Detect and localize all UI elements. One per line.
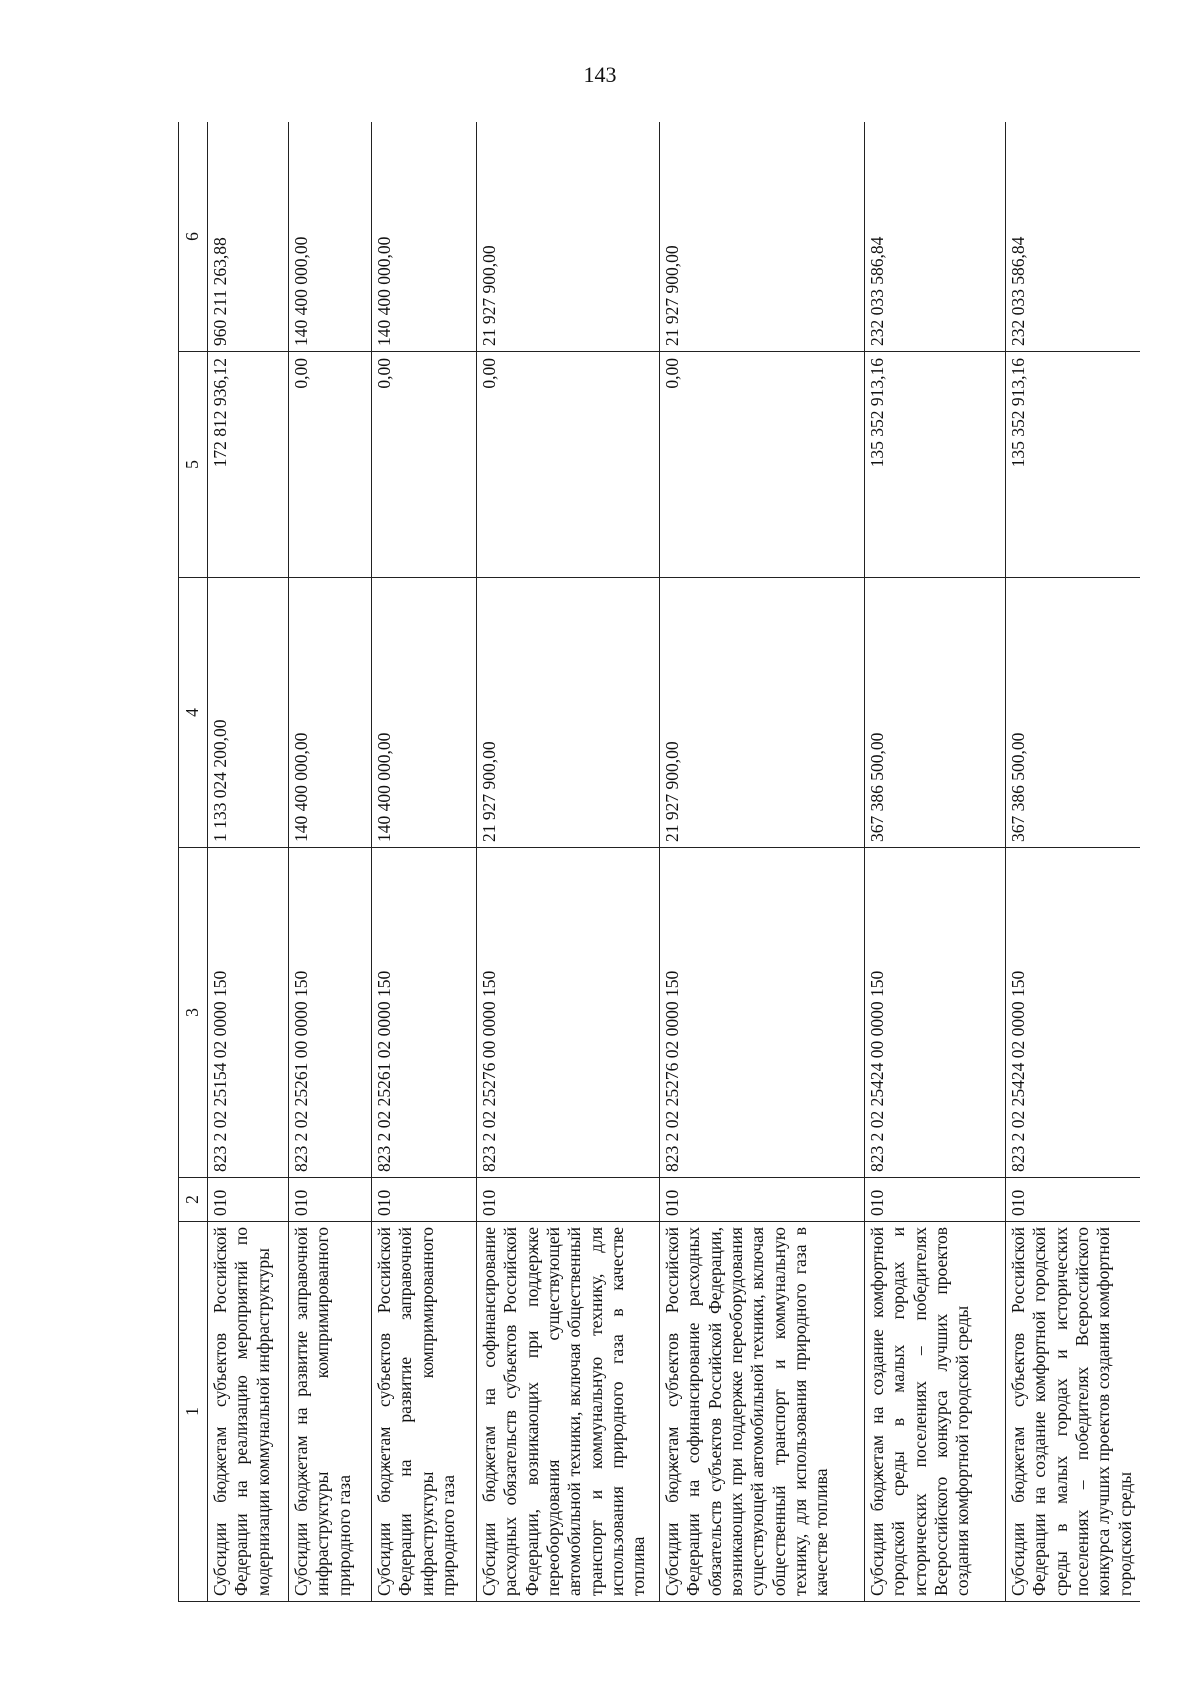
- amount-col-4: 140 400 000,00: [289, 578, 372, 848]
- header-col-3: 3: [179, 848, 208, 1178]
- table-row: [1006, 122, 1141, 1602]
- amount-col-5: 0,00: [477, 352, 660, 578]
- table-row: [208, 122, 289, 1602]
- subsidy-name: Субсидии бюджетам на софинансирование расходных обязательств субъектов Российской Федерации, возникающих при поддержке переоборудования существующей автомобильной техники, включая общественный транспорт и коммунальную технику, для использования природного газа в качестве топлива: [477, 1222, 660, 1602]
- table-row: [372, 122, 477, 1602]
- budget-classification-code: 823 2 02 25424 02 0000 150: [1006, 848, 1141, 1178]
- subsidy-name: Субсидии бюджетам субъектов Российской Федерации на реализацию мероприятий по модернизации коммунальной инфраструктуры: [208, 1222, 289, 1602]
- amount-col-6: 21 927 900,00: [660, 122, 865, 352]
- table-header-row: [179, 122, 208, 1602]
- amount-col-6: 960 211 263,88: [208, 122, 289, 352]
- admin-code: 010: [289, 1178, 372, 1222]
- admin-code: 010: [660, 1178, 865, 1222]
- admin-code: 010: [1006, 1178, 1141, 1222]
- amount-col-4: 367 386 500,00: [1006, 578, 1141, 848]
- table-wrap: [178, 122, 1140, 1602]
- amount-col-4: 140 400 000,00: [372, 578, 477, 848]
- amount-col-5: 0,00: [289, 352, 372, 578]
- page-number: 143: [583, 62, 617, 87]
- budget-classification-code: 823 2 02 25154 02 0000 150: [208, 848, 289, 1178]
- header-col-5: 5: [179, 352, 208, 578]
- amount-col-5: 135 352 913,16: [865, 352, 1006, 578]
- table-row: [865, 122, 1006, 1602]
- subsidy-name: Субсидии бюджетам субъектов Российской Федерации на развитие заправочной инфраструктуры компримированного природного газа: [372, 1222, 477, 1602]
- subsidy-name: Субсидии бюджетам субъектов Российской Федерации на софинансирование расходных обязательств субъектов Российской Федерации, возникающих при поддержке переоборудования существующей автомобильной техники, включая общественный транспорт и коммунальную технику, для использования природного газа в качестве топлива: [660, 1222, 865, 1602]
- rotated-table-area: [178, 122, 1140, 1602]
- subsidy-name: Субсидии бюджетам на создание комфортной городской среды в малых городах и исторических поселениях – победителях Всероссийского конкурса лучших проектов создания комфортной городской среды: [865, 1222, 1006, 1602]
- amount-col-6: 232 033 586,84: [1006, 122, 1141, 352]
- budget-classification-code: 823 2 02 25276 02 0000 150: [660, 848, 865, 1178]
- budget-classification-code: 823 2 02 25261 00 0000 150: [289, 848, 372, 1178]
- budget-classification-code: 823 2 02 25276 00 0000 150: [477, 848, 660, 1178]
- header-col-1: 1: [179, 1222, 208, 1602]
- table-row: [289, 122, 372, 1602]
- amount-col-5: 172 812 936,12: [208, 352, 289, 578]
- amount-col-5: 0,00: [660, 352, 865, 578]
- budget-revenue-table: [178, 122, 1140, 1602]
- header-col-2: 2: [179, 1178, 208, 1222]
- admin-code: 010: [477, 1178, 660, 1222]
- header-col-6: 6: [179, 122, 208, 352]
- amount-col-5: 135 352 913,16: [1006, 352, 1141, 578]
- amount-col-5: 0,00: [372, 352, 477, 578]
- header-col-4: 4: [179, 578, 208, 848]
- amount-col-4: 367 386 500,00: [865, 578, 1006, 848]
- amount-col-6: 140 400 000,00: [289, 122, 372, 352]
- amount-col-4: 1 133 024 200,00: [208, 578, 289, 848]
- amount-col-4: 21 927 900,00: [660, 578, 865, 848]
- admin-code: 010: [208, 1178, 289, 1222]
- subsidy-name: Субсидии бюджетам на развитие заправочной инфраструктуры компримированного природного газа: [289, 1222, 372, 1602]
- subsidy-name: Субсидии бюджетам субъектов Российской Федерации на создание комфортной городской среды в малых городах и исторических поселениях – победителях Всероссийского конкурса лучших проектов создания комфортной городской среды: [1006, 1222, 1141, 1602]
- amount-col-6: 140 400 000,00: [372, 122, 477, 352]
- table-row: [660, 122, 865, 1602]
- amount-col-6: 21 927 900,00: [477, 122, 660, 352]
- budget-classification-code: 823 2 02 25424 00 0000 150: [865, 848, 1006, 1178]
- admin-code: 010: [372, 1178, 477, 1222]
- admin-code: 010: [865, 1178, 1006, 1222]
- amount-col-4: 21 927 900,00: [477, 578, 660, 848]
- budget-classification-code: 823 2 02 25261 02 0000 150: [372, 848, 477, 1178]
- table-row: [477, 122, 660, 1602]
- amount-col-6: 232 033 586,84: [865, 122, 1006, 352]
